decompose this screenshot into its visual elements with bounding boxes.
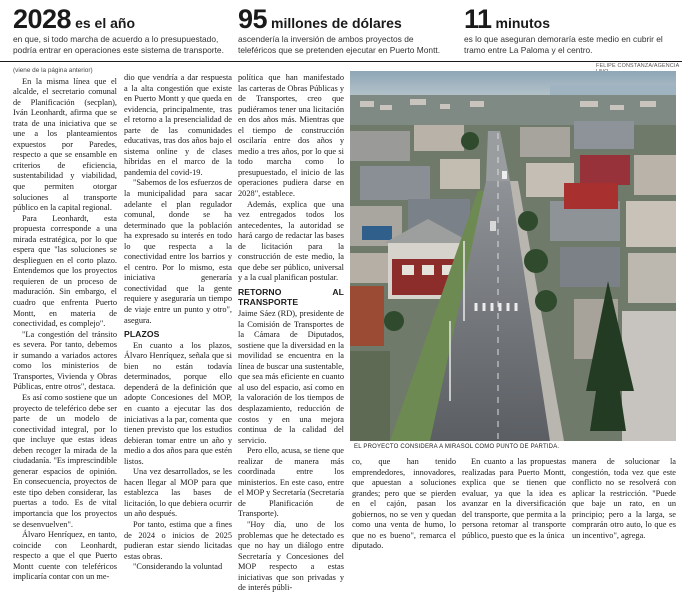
article-column-2: [124, 73, 232, 572]
stat-unit: millones de dólares: [271, 15, 402, 31]
stat-investment: [238, 4, 453, 55]
paragraph: co, que han tenido emprendedores, innovadores, que apuestan a soluciones grandes; pero que se pierden en el cajón, pasan los gobiernos, no se ven y quedan como una venta de humo, lo que no es bueno", remarca el diputado.: [352, 457, 456, 551]
paragraph: Para Leonhardt, esta propuesta corresponde a una mirada estratégica, por lo que espera que "las soluciones se desplieguen en el corto plazo. Entendemos que los proyectos requieren de un proceso de maduración. Sin embargo, el cuadro que enfrenta Puerto Montt, en materia de conectividad, es complejo".: [13, 213, 117, 329]
section-heading-retorno: RETORNO AL TRANSPORTE: [238, 286, 344, 308]
paragraph: Además, explica que una vez entregados todos los antecedentes, la autoridad se hará cargo de redactar las bases de licitación para la construcción de este medio, la que debe ser público, universal y a la cual planifican postular.: [238, 199, 344, 283]
continued-note: (viene de la página anterior): [13, 67, 93, 74]
paragraph: Pero ello, acusa, se tiene que realizar de manera más coordinada entre los ministerios. En este caso, entre el MOP y Secretaría (Secretaría de Planificación de Transporte).: [238, 446, 344, 519]
paragraph: En la misma línea que el alcalde, el secretario comunal de Planificación (secplan), Iván Leonhardt, afirma que se trata de una iniciativa que se une a los planteamientos expuestos por Paredes, respecto a que se ensamble en criterios de eficiencia, sustentabilidad y viabilidad, que permiten otorgar soluciones al transporte público en la capital regional.: [13, 76, 117, 213]
section-heading-plazos: PLAZOS: [124, 329, 160, 340]
paragraph: "Sabemos de los esfuerzos de la municipalidad para sacar adelante el plan regulador comunal, donde se ha determinado que la población ha expresado su interés en todo lo que respecta a la conectividad entre los barrios y el centro. Por lo mismo, esta iniciativa generaría conectividad que la gente requiere y aseguraría un tiempo de viaje entre un punto y otro", asegura.: [124, 178, 232, 325]
photo-caption: EL PROYECTO CONSIDERA A MIRASOL COMO PUNTO DE PARTIDA.: [354, 444, 560, 450]
stats-header: [0, 0, 682, 60]
stat-unit: es el año: [75, 15, 135, 31]
article-column-3: [238, 73, 344, 593]
stat-unit: minutos: [495, 15, 550, 31]
paragraph: Jaime Sáez (RD), presidente de la Comisión de Transportes de la Cámara de Diputados, sostiene que la diversidad en la movilidad se encuentra en la línea de buscar una sustentable, que sea más eficiente en cuanto al uso del espacio, así como en la valoración de los tiempos de desplazamiento, reducción de costos y en una mejora continua de la calidad del servicio.: [238, 309, 344, 445]
paragraph: Álvaro Henríquez, en tanto, coincide con Leonhardt, respecto a que el que Puerto Montt cuente con teleféricos implicaría contar con un me-: [13, 530, 117, 582]
article-column-6: [572, 457, 676, 550]
stat-big: 95: [238, 4, 268, 34]
paragraph: "Hoy día, uno de los problemas que he detectado es que no hay un diálogo entre Secretaría y Concesiones del MOP respecto a estas iniciativas que son privadas y de interés públi-: [238, 519, 344, 593]
stat-year: [13, 4, 235, 55]
paragraph: En cuanto a los plazos, Álvaro Henríquez, señala que si bien no están todavía determinados, porque ello dependerá de la definición que adopte Concesiones del MOP, en cuanto a ejecutar las dos iniciativas a la par, comenta que tienen previsto que los estudios debieran tomar entre un año y medio a dos años para que estén listos.: [124, 340, 232, 466]
paragraph: dio que vendría a dar respuesta a la alta congestión que existe en Puerto Montt y que queda en evidencia, principalmente, tras el retorno a la presencialidad de parte de las comunidades educativas, tras dos años bajo el sistema online y de clases híbridas en el marco de la pandemia del covid-19.: [124, 73, 232, 177]
stat-minutes: [464, 4, 676, 55]
article-column-1: [13, 66, 117, 582]
header-rule: [0, 61, 682, 62]
stat-desc: ascendería la inversión de ambos proyectos de teleféricos que se pretenden ejecutar en Puerto Montt.: [238, 34, 441, 55]
stat-desc: es lo que aseguran demoraría este medio en cubrir el tramo entre La Paloma y el centro.: [464, 34, 663, 55]
paragraph: "La congestión del tránsito es severa. Por tanto, debemos ir sumando a variados actores como los ministerios de Transportes, Vivienda y Obras Públicas, entre otros", destaca.: [13, 329, 117, 392]
photo-credit: FELIPE CONSTANZA/AGENCIA: [596, 63, 680, 69]
paragraph: Una vez desarrollados, se les hacen llegar al MOP para que establezca las bases de licitación, lo que debiera ocurrir un año después.: [124, 467, 232, 519]
article-column-5: [462, 457, 566, 550]
stat-big: 11: [464, 4, 492, 34]
paragraph: En cuanto a las propuestas realizadas para Puerto Montt, explica que se tienen que evaluar, ya que la idea es avanzar en la diversificación del transporte, que permita a la persona retomar al transporte público, puesto que es la única: [462, 457, 566, 540]
article-column-4: [352, 457, 456, 550]
photo-illustration: [350, 71, 676, 441]
paragraph: Por tanto, estima que a fines de 2024 o inicios de 2025 pudieran estar siendo licitadas estas obras.: [124, 519, 232, 561]
paragraph: manera de solucionar la congestión, toda vez que este conflicto no se resolverá con aplicar la restricción. "Puede que baje un rato, en un principio; pero a la larga, se comprarán otro auto, lo que es un incentivo", agrega.: [572, 457, 676, 540]
stat-big: 2028: [13, 4, 72, 34]
stat-desc: en que, si todo marcha de acuerdo a lo presupuestado, podría entrar en operaciones este sistema de transporte.: [13, 34, 224, 55]
paragraph: Es así como sostiene que un proyecto de teleférico debe ser parte de un modelo de conectividad integral, por lo que incluye que estas ideas deben recoger la mirada de la ciudadanía. "Es imprescindible generar espacios de opinión. En consecuencia, proyectos de este tipo deben considerar, las puertas a todo. Es de vital importancia que los proyectos se desenvuelven".: [13, 392, 117, 529]
paragraph: política que han manifestado las carteras de Obras Públicas y de Transportes, creo que pudiéramos tener una licitación en dos años más. Mientras que el tiempo de construcción oscilaría entre dos años y medio a tres años, por lo que si todo marcha como lo presupuestado, el inicio de las operaciones pudiera darse en 2028", establece.: [238, 73, 344, 199]
paragraph: "Considerando la voluntad: [133, 562, 223, 572]
aerial-street-photo: [350, 71, 676, 441]
